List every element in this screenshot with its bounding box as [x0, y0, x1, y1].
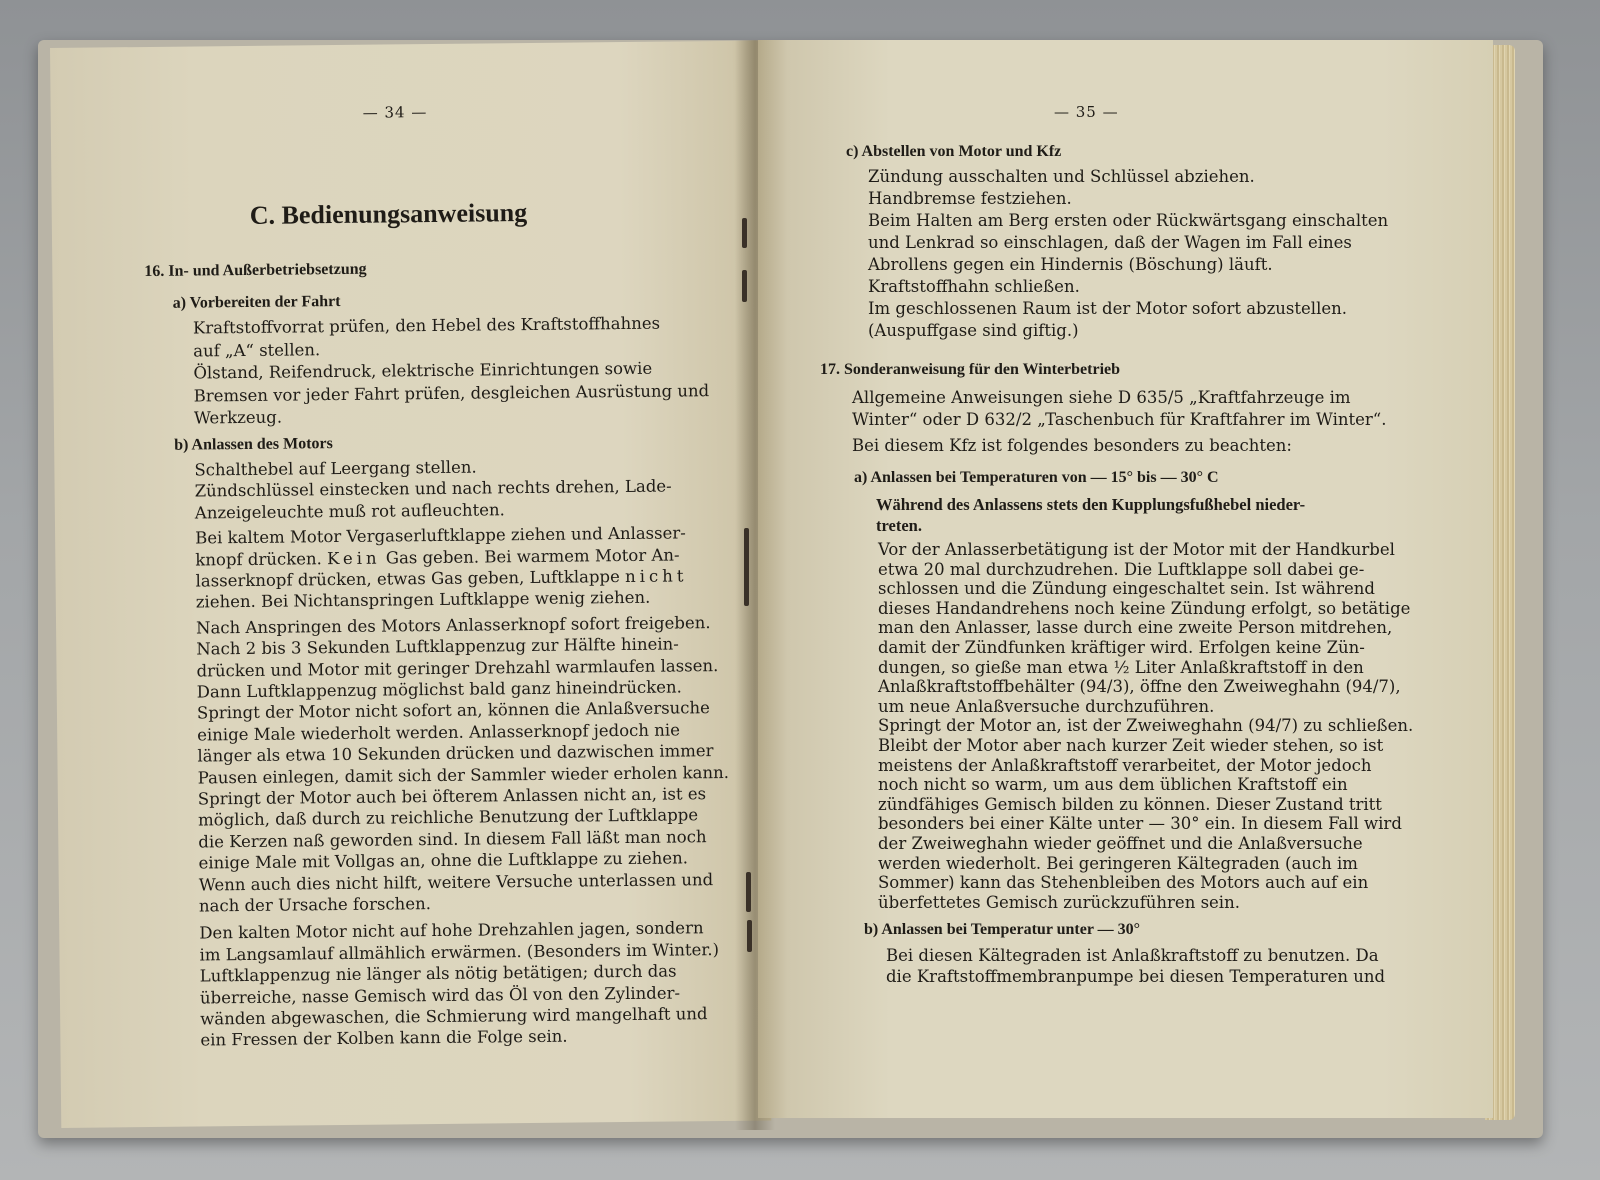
- section-16-heading: 16. In- und Außerbetriebsetzung: [144, 260, 367, 281]
- binding-stitch: [742, 218, 747, 248]
- text-line: noch nicht so warm, um aus dem üblichen Kraftstoff ein: [878, 775, 1348, 795]
- text-line: Springt der Motor auch bei öfterem Anlassen nicht an, ist es: [197, 784, 707, 809]
- binding-stitch: [742, 270, 747, 302]
- text-line: möglich, daß durch zu reichliche Benutzung der Luftklappe: [197, 805, 699, 830]
- text-line: etwa 20 mal durchzudrehen. Die Luftklappe soll dabei ge-: [878, 559, 1365, 579]
- winter-b-heading: b) Anlassen bei Temperatur unter — 30°: [864, 921, 1141, 938]
- text-line: Abrollens gegen ein Hindernis (Böschung) läuft.: [868, 255, 1273, 274]
- text-line: damit der Zündfunken kräftiger wird. Erfolgen keine Zün-: [878, 638, 1365, 657]
- winter-a-heading: a) Anlassen bei Temperaturen von — 15° bis — 30° C: [854, 469, 1219, 486]
- text-line: Anlaßkraftstoffbehälter (94/3), öffne den Zweiweghahn (94/7),: [878, 677, 1401, 697]
- sub-b-heading: b) Anlassen des Motors: [174, 435, 333, 454]
- text-line: Bei diesem Kfz ist folgendes besonders zu beachten:: [852, 436, 1292, 455]
- text-line: die Kerzen naß geworden sind. In diesem Fall läßt man noch: [198, 826, 707, 852]
- text-line: Sommer) kann das Stehenbleiben des Motors auch auf ein: [878, 873, 1369, 893]
- text-line: überfettetes Gemisch zurückzuführen sein.: [878, 892, 1240, 912]
- text-line: Wenn auch dies nicht hilft, weitere Versuche unterlassen und: [198, 869, 714, 895]
- left-page: [50, 41, 771, 1128]
- text-line: Nach Anspringen des Motors Anlasserknopf sofort freigeben.: [195, 612, 711, 638]
- text-line: länger als etwa 10 Sekunden drücken und dazwischen immer: [197, 741, 714, 766]
- text-line: Dann Luftklappenzug möglichst bald ganz hineindrücken.: [196, 677, 682, 702]
- page-number-left: — 34 —: [362, 103, 428, 122]
- text-line: meistens der Anlaßkraftstoff verarbeitet, der Motor jedoch: [878, 755, 1372, 775]
- text-line: Zündung ausschalten und Schlüssel abziehen.: [868, 167, 1255, 186]
- text-line: einige Male mit Vollgas an, ohne die Luftklappe zu ziehen.: [198, 848, 689, 873]
- text-line: im Langsamlauf allmählich erwärmen. (Besonders im Winter.): [199, 939, 720, 965]
- text-line: knopf drücken. Kein Gas geben. Bei warmem Motor An-: [195, 545, 680, 570]
- binding-stitch: [744, 528, 749, 606]
- text-line: die Kraftstoffmembranpumpe bei diesen Temperaturen und: [886, 967, 1386, 986]
- text-line: der Zweiweghahn wieder geöffnet und die Anlaßversuche: [878, 834, 1363, 853]
- text-line: Zündschlüssel einstecken und nach rechts drehen, Lade-: [194, 476, 672, 501]
- text-line: Den kalten Motor nicht auf hohe Drehzahlen jagen, sondern: [199, 918, 704, 943]
- text-line: Im geschlossenen Raum ist der Motor sofort abzustellen.: [868, 299, 1347, 318]
- text-line: man den Anlasser, lasse durch eine zweite Person mitdrehen,: [878, 618, 1393, 638]
- text-line: Luftklappenzug nie länger als nötig betätigen; durch das: [199, 961, 677, 986]
- text-line: Nach 2 bis 3 Sekunden Luftklappenzug zur Hälfte hinein-: [196, 634, 679, 659]
- binding-stitch: [747, 920, 752, 952]
- text-line: wänden abgewaschen, die Schmierung wird mangelhaft und: [200, 1004, 708, 1029]
- text-line: um neue Anlaßversuche durchzuführen.: [878, 696, 1215, 716]
- text-line: dungen, so gieße man etwa ½ Liter Anlaßkraftstoff in den: [878, 657, 1364, 677]
- text-line: Beim Halten am Berg ersten oder Rückwärtsgang einschalten: [868, 211, 1389, 230]
- text-line: Kraftstoffvorrat prüfen, den Hebel des Kraftstoffhahnes: [192, 313, 661, 338]
- text-line: auf „A“ stellen.: [193, 339, 321, 361]
- text-line: Handbremse festziehen.: [868, 189, 1072, 208]
- text-line: werden wiederholt. Bei geringeren Kältegraden (auch im: [878, 853, 1358, 873]
- page-number-right: — 35 —: [1054, 103, 1119, 121]
- text-line: Bei diesen Kältegraden ist Anlaßkraftstoff zu benutzen. Da: [886, 946, 1379, 965]
- text-line: Springt der Motor an, ist der Zweiweghahn (94/7) zu schließen.: [878, 716, 1414, 736]
- text-line: Pausen einlegen, damit sich der Sammler wieder erholen kann.: [197, 762, 730, 788]
- text-line: Schalthebel auf Leergang stellen.: [194, 457, 477, 480]
- page-title: C. Bedienungsanweisung: [249, 198, 528, 230]
- text-line: Bremsen vor jeder Fahrt prüfen, desgleichen Ausrüstung und: [193, 380, 710, 406]
- text-line: besonders bei einer Kälte unter — 30° ein. In diesem Fall wird: [878, 814, 1402, 834]
- text-line: Bei kaltem Motor Vergaserluftklappe ziehen und Anlasser-: [195, 523, 686, 548]
- text-line: Allgemeine Anweisungen siehe D 635/5 „Kraftfahrzeuge im: [852, 388, 1351, 407]
- text-line: und Lenkrad so einschlagen, daß der Wagen im Fall eines: [868, 233, 1352, 252]
- text-line: ziehen. Bei Nichtanspringen Luftklappe wenig ziehen.: [195, 588, 651, 612]
- text-line: nach der Ursache forschen.: [198, 894, 432, 916]
- text-line: treten.: [876, 516, 922, 535]
- text-line: drücken und Motor mit geringer Drehzahl warmlaufen lassen.: [196, 655, 719, 681]
- text-line: Ölstand, Reifendruck, elektrische Einrichtungen sowie: [193, 358, 653, 383]
- text-line: Während des Anlassens stets den Kupplungsfußhebel nieder-: [876, 495, 1306, 514]
- text-line: schlossen und die Zündung eingeschaltet sein. Ist während: [878, 579, 1375, 599]
- text-line: lasserknopf drücken, etwas Gas geben, Luftklappe nicht: [195, 566, 688, 591]
- text-line: zündfähiges Gemisch bilden zu können. Dieser Zustand tritt: [878, 794, 1382, 814]
- right-page: [758, 40, 1493, 1118]
- text-line: Springt der Motor nicht sofort an, können die Anlaßversuche: [196, 698, 710, 723]
- text-line: ein Fressen der Kolben kann die Folge sein.: [200, 1027, 568, 1050]
- text-line: Werkzeug.: [193, 407, 283, 428]
- text-line: Winter“ oder D 632/2 „Taschenbuch für Kraftfahrer im Winter“.: [852, 410, 1387, 429]
- section-17-heading: 17. Sonderanweisung für den Winterbetrieb: [820, 361, 1121, 378]
- text-line: Bleibt der Motor aber nach kurzer Zeit wieder stehen, so ist: [878, 736, 1384, 755]
- text-line: einige Male wiederholt werden. Anlasserknopf jedoch nie: [197, 720, 681, 745]
- text-line: (Auspuffgase sind giftig.): [868, 321, 1079, 340]
- binding-stitch: [746, 872, 751, 912]
- text-line: Anzeigeleuchte muß rot aufleuchten.: [194, 500, 505, 523]
- text-line: überreiche, nasse Gemisch wird das Öl von den Zylinder-: [199, 983, 681, 1008]
- text-line: dieses Handandrehens noch keine Zündung erfolgt, so betätige: [878, 598, 1411, 618]
- sub-c-heading: c) Abstellen von Motor und Kfz: [846, 143, 1062, 160]
- text-line: Vor der Anlasserbetätigung ist der Motor mit der Handkurbel: [878, 540, 1395, 559]
- sub-a-heading: a) Vorbereiten der Fahrt: [172, 292, 341, 312]
- text-line: Kraftstoffhahn schließen.: [868, 277, 1080, 296]
